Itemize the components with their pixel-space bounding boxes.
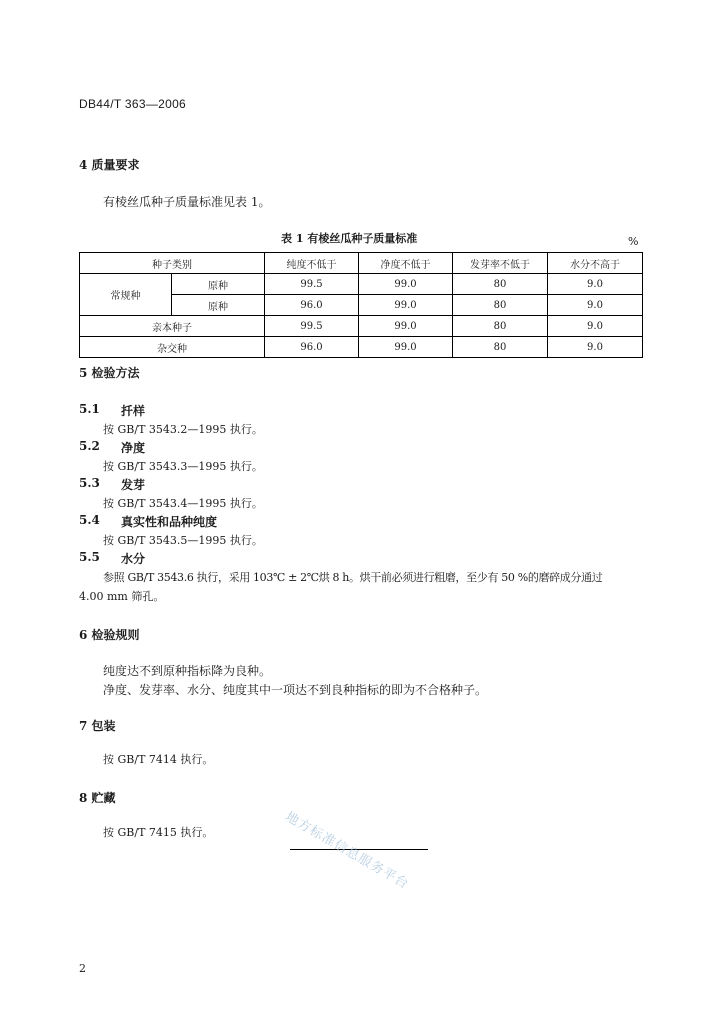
group-label-conventional: 常规种 (80, 274, 172, 316)
col-header-moisture: 水分不高于 (548, 253, 643, 274)
table-header-row (80, 253, 643, 274)
table-row (80, 316, 643, 337)
subsection-text: 按 GB/T 3543.2—1995 执行。 (103, 423, 263, 436)
section-6-line: 净度、发芽率、水分、纯度其中一项达不到良种指标的即为不合格种子。 (103, 683, 488, 697)
subsection-title: 扦样 (121, 404, 146, 418)
col-header-germination: 发芽率不低于 (453, 253, 548, 274)
table-row (80, 337, 643, 358)
section-7-text: 按 GB/T 7414 执行。 (103, 753, 214, 766)
cell-germination: 80 (453, 295, 548, 316)
quality-standard-table (79, 252, 643, 358)
row-label: 亲本种子 (80, 316, 265, 337)
cell-cleanliness: 99.0 (359, 295, 453, 316)
subsection-number: 5.2 (79, 439, 100, 453)
cell-cleanliness: 99.0 (359, 337, 453, 358)
cell-germination: 80 (453, 274, 548, 295)
section-8-heading: 8 贮藏 (79, 791, 116, 805)
subsection-text: 按 GB/T 3543.3—1995 执行。 (103, 460, 263, 473)
cell-purity: 99.5 (265, 316, 359, 337)
row-label: 原种 (172, 274, 265, 295)
col-header-purity: 纯度不低于 (265, 253, 359, 274)
page-number: 2 (79, 962, 86, 975)
subsection-number: 5.5 (79, 550, 100, 564)
subsection-text: 按 GB/T 3543.4—1995 执行。 (103, 497, 263, 510)
col-header-cleanliness: 净度不低于 (359, 253, 453, 274)
section-7-heading: 7 包装 (79, 719, 116, 733)
col-header-seed-type: 种子类别 (80, 253, 265, 274)
subsection-text-continued: 4.00 mm 筛孔。 (79, 590, 165, 603)
watermark: 地方标准信息服务平台 (282, 809, 412, 893)
table-row (80, 274, 643, 295)
section-6-heading: 6 检验规则 (79, 628, 140, 642)
section-8-text: 按 GB/T 7415 执行。 (103, 826, 214, 839)
subsection-text: 参照 GB/T 3543.6 执行，采用 103℃ ± 2℃烘 8 h。烘干前必须进行粗磨，至少有 50 %的磨碎成分通过 (103, 571, 603, 584)
row-label: 杂交种 (80, 337, 265, 358)
subsection-number: 5.3 (79, 476, 100, 490)
cell-cleanliness: 99.0 (359, 316, 453, 337)
cell-purity: 99.5 (265, 274, 359, 295)
subsection-title: 净度 (121, 441, 146, 455)
subsection-title: 真实性和品种纯度 (121, 515, 218, 529)
section-5-heading: 5 检验方法 (79, 366, 140, 380)
cell-purity: 96.0 (265, 295, 359, 316)
table-title: 表 1 有棱丝瓜种子质量标准 (281, 232, 418, 245)
section-6-line: 纯度达不到原种指标降为良种。 (103, 664, 272, 678)
cell-germination: 80 (453, 337, 548, 358)
section-4-heading: 4 质量要求 (79, 158, 140, 172)
cell-moisture: 9.0 (548, 316, 643, 337)
subsection-title: 水分 (121, 552, 146, 566)
subsection-number: 5.1 (79, 402, 100, 416)
subsection-text: 按 GB/T 3543.5—1995 执行。 (103, 534, 263, 547)
cell-moisture: 9.0 (548, 337, 643, 358)
subsection-title: 发芽 (121, 478, 146, 492)
subsection-number: 5.4 (79, 513, 100, 527)
section-4-text: 有棱丝瓜种子质量标准见表 1。 (103, 195, 271, 209)
document-code: DB44/T 363—2006 (79, 97, 187, 111)
row-label: 原种 (172, 295, 265, 316)
cell-cleanliness: 99.0 (359, 274, 453, 295)
table-unit: % (628, 235, 639, 248)
cell-germination: 80 (453, 316, 548, 337)
cell-moisture: 9.0 (548, 274, 643, 295)
cell-purity: 96.0 (265, 337, 359, 358)
cell-moisture: 9.0 (548, 295, 643, 316)
